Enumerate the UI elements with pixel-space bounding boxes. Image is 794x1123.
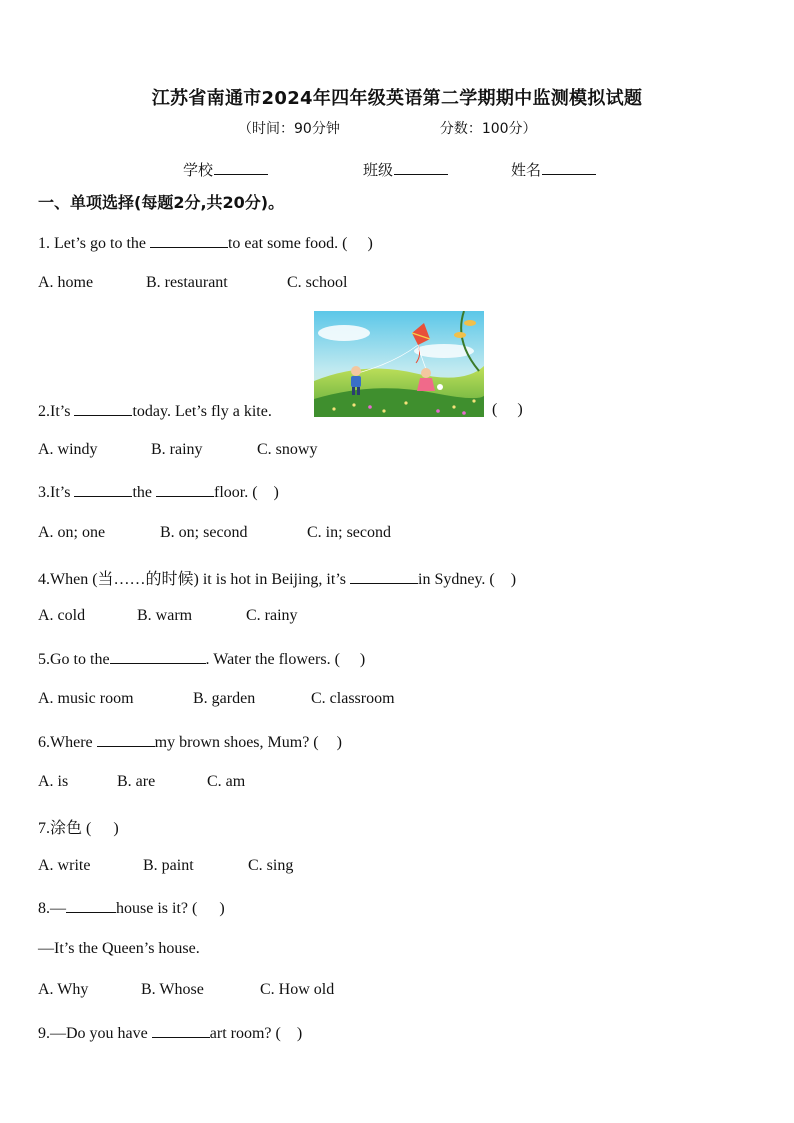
option-a[interactable]: A. Why (38, 981, 89, 998)
option-b[interactable]: B. warm (137, 607, 193, 624)
question-text: 2.It’s (38, 403, 75, 420)
question-text: . Water the flowers. ( (205, 651, 340, 668)
options-5 (38, 690, 395, 708)
question-text: 8.— (38, 900, 66, 917)
question-text: today. Let’s fly a kite. (132, 403, 272, 420)
question-text: 1. Let’s go to the (38, 235, 150, 252)
options-8 (38, 981, 334, 999)
answer-blank[interactable] (66, 898, 116, 913)
question-text: art room? ( (209, 1025, 281, 1042)
option-a[interactable]: A. on; one (38, 524, 106, 541)
option-c[interactable]: C. am (207, 773, 246, 790)
question-text: house is it? ( (116, 900, 198, 917)
question-2-paren (492, 401, 523, 419)
name-field (511, 159, 596, 180)
option-b[interactable]: B. Whose (141, 981, 204, 998)
answer-blank[interactable] (350, 569, 418, 584)
question-text: the (132, 484, 156, 501)
options-6 (38, 773, 245, 791)
option-c[interactable]: C. classroom (311, 690, 395, 707)
class-field (363, 159, 448, 180)
answer-paren-close: ) (517, 401, 523, 418)
answer-paren-open: ( (492, 401, 498, 418)
name-label: 姓名 (511, 161, 542, 179)
question-5 (38, 649, 365, 669)
question-text: to eat some food. ( (227, 235, 348, 252)
option-c[interactable]: C. rainy (246, 607, 298, 624)
question-text: in Sydney. ( (418, 571, 495, 588)
school-label: 学校 (183, 161, 214, 179)
answer-paren: ) (273, 484, 279, 501)
question-text: 4.When (当……的时候) it is hot in Beijing, it’s (38, 571, 350, 588)
answer-paren: ) (113, 820, 119, 837)
option-c[interactable]: C. How old (260, 981, 335, 998)
question-text: 6.Where (38, 734, 97, 751)
exam-subtitle (238, 118, 537, 138)
class-label: 班级 (363, 161, 394, 179)
question-text: 3.It’s (38, 484, 75, 501)
question-7 (38, 815, 119, 838)
question-text: 5.Go to the (38, 651, 110, 668)
options-3 (38, 524, 391, 542)
answer-blank[interactable] (156, 482, 214, 497)
answer-blank[interactable] (110, 649, 206, 664)
question-6 (38, 732, 342, 752)
school-blank[interactable] (214, 162, 268, 175)
total-score: 分数：100分） (439, 121, 537, 137)
option-a[interactable]: A. home (38, 274, 94, 291)
option-a[interactable]: A. music room (38, 690, 134, 707)
exam-title: 江苏省南通市2024年四年级英语第二学期期中监测模拟试题 (151, 88, 643, 109)
answer-paren: ) (367, 235, 373, 252)
answer-blank[interactable] (74, 401, 132, 416)
option-b[interactable]: B. are (117, 773, 156, 790)
class-blank[interactable] (394, 162, 448, 175)
name-blank[interactable] (542, 162, 596, 175)
answer-blank[interactable] (150, 233, 228, 248)
answer-paren: ) (359, 651, 366, 668)
school-field (183, 159, 268, 180)
question-4 (38, 566, 516, 589)
options-7 (38, 857, 293, 875)
student-info-line (183, 159, 596, 180)
option-b[interactable]: B. on; second (160, 524, 248, 541)
question-text: my brown shoes, Mum? ( (154, 734, 319, 751)
answer-paren: ) (336, 734, 342, 751)
section-heading: 一、单项选择(每题2分,共20分)。 (38, 193, 285, 212)
option-a[interactable]: A. is (38, 773, 69, 790)
question-text: floor. ( (214, 484, 258, 501)
answer-blank[interactable] (74, 482, 132, 497)
answer-paren: ) (219, 900, 225, 917)
option-c[interactable]: C. in; second (307, 524, 391, 541)
option-c[interactable]: C. snowy (257, 441, 318, 458)
options-4 (38, 607, 298, 625)
question-3 (38, 482, 279, 502)
option-a[interactable]: A. cold (38, 607, 86, 624)
question-text: 7.涂色 ( (38, 820, 92, 837)
answer-paren: ) (510, 571, 517, 588)
option-c[interactable]: C. school (287, 274, 348, 291)
option-a[interactable]: A. windy (38, 441, 98, 458)
options-1 (38, 274, 347, 292)
question-8-reply: —It’s the Queen’s house. (38, 940, 200, 957)
question-text: 9.—Do you have (38, 1025, 152, 1042)
option-a[interactable]: A. write (38, 857, 91, 874)
option-b[interactable]: B. rainy (151, 441, 203, 458)
time-limit: （时间：90分钟 (238, 121, 340, 137)
question-2 (38, 401, 272, 421)
option-b[interactable]: B. garden (193, 690, 256, 707)
option-b[interactable]: B. paint (143, 857, 194, 874)
option-c[interactable]: C. sing (248, 857, 294, 874)
question-9 (38, 1023, 302, 1043)
answer-blank[interactable] (152, 1023, 210, 1038)
answer-blank[interactable] (97, 732, 155, 747)
answer-paren: ) (296, 1025, 303, 1042)
kite-illustration (314, 311, 484, 417)
options-2 (38, 441, 317, 459)
option-b[interactable]: B. restaurant (146, 274, 228, 291)
question-8 (38, 898, 225, 918)
question-1 (38, 233, 373, 253)
